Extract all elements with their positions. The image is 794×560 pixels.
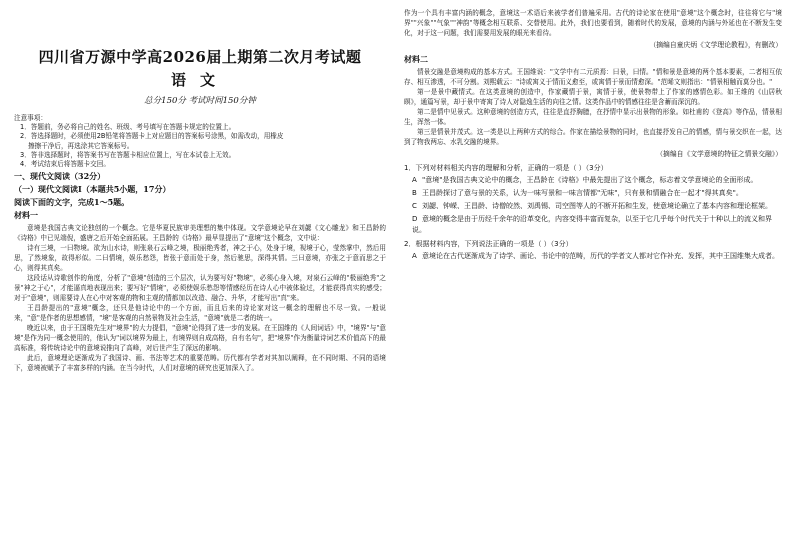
exam-title: 四川省万源中学高2026届上期第二次月考试题	[38, 48, 362, 66]
option-letter: B	[412, 189, 417, 197]
material-label: 材料二	[404, 54, 428, 64]
passage-paragraph: 晚近以来，由于王国维先生对"境界"的大力提倡，"意境"论得到了进一步的发展。在王国维的《人间词话》中，"境界"与"意境"是作为同一概念使用的，他认为"词以境界为最上，有境界则自成高格，自有名句"，把"境界"作为衡量诗词艺术价值高下的最高标准，将传统诗论中的意境说推向了高峰，对后世产生了深远的影响。	[14, 324, 386, 353]
source-citation: （摘编自童庆炳《文学理论教程》，有删改）	[649, 41, 782, 49]
note-item: 1．答题前，务必将自己的姓名、班级、考号填写在答题卡规定的位置上。	[20, 123, 236, 132]
answer-option	[412, 188, 782, 199]
passage-paragraph: 第一是景中藏情式。在这类意境的创造中，作家藏情于景，寓情于景，使景物带上了作家的感情色彩。如王维的《山居秋暝》，通篇写景，却于景中寄寓了诗人对隐逸生活的向往之情。这类作品中的情感往往是含蓄而深沉的。	[404, 88, 782, 106]
right-column	[404, 8, 782, 554]
option-letter: A	[412, 252, 417, 260]
option-text: 意境论在古代逐渐成为了诗学、画论、书论中的范畴，历代的学者文人都对它作补充、发挥，其中王国维集大成者。	[422, 252, 779, 260]
subject-title: 语文	[170, 71, 229, 89]
left-column	[14, 8, 386, 554]
passage-paragraph: 王昌龄提出的"意境"概念，还只是他诗论中的一个方面，而且后来的诗论家对这一概念的理解也不尽一致。一般说来，"意"是作者的思想感情，"境"是客观的自然景物及社会生活，"意境"就是二者的统一。	[14, 304, 386, 323]
passage-paragraph: 意境是我国古典文论独创的一个概念。它是华夏民族审美理想的集中体现。文学意境论早在刘勰《文心雕龙》和王昌龄的《诗格》中已见端倪，盛唐之后开始全面拓展。王昌龄的《诗格》最早显提出了"意境"这个概念，文中说：	[14, 224, 386, 243]
option-letter: C	[412, 202, 417, 210]
passage-paragraph: 第二是情中见景式。这种意境的创造方式，往往是直抒胸臆，在抒情中显示出景物的形象。如杜甫的《登高》等作品，情景相生，浑然一体。	[404, 108, 782, 126]
option-text: 意境的概念是由于历经千余年的沿革变化，内容变得丰富而复杂，以至于它几乎每个时代关于十种以上的流义和界说。	[412, 215, 772, 234]
note-item: 2．答选择题时，必须使用2B铅笔将答题卡上对应题目的答案标号涂黑，如需改动，用橡皮	[20, 132, 284, 141]
answer-option	[412, 214, 782, 236]
option-letter: D	[412, 215, 418, 223]
question-stem: 1．下列对材料相关内容的理解和分析，正确的一项是（ ）（3分）	[404, 164, 608, 172]
reading-instruction: 阅读下面的文字，完成1～5题。	[14, 197, 130, 208]
answer-option	[412, 201, 782, 212]
material-label: 材料一	[14, 210, 38, 221]
section-title: 一、现代文阅读（32分）	[14, 171, 106, 182]
option-text: 刘勰、钟嵘、王昌龄、诗僧皎然、刘禹锡、司空图等人的不断开拓和生发，使意境论确立了基本内容和理论框架。	[422, 202, 772, 210]
score-info: 总分150分 考试时间150分钟	[144, 96, 256, 106]
passage-paragraph: 情景交融是意境构成的基本方式。王国维说："文学中有二元质焉：曰景，曰情。"情和景是意境的两个基本要素，二者相互依存、相互渗透，不可分割。刘熙载云："诗或寓义于情而义愈至，或寓情于景而情愈深。"范晞文则指出："情景相触而莫分也。"	[404, 68, 782, 86]
answer-option	[412, 251, 782, 262]
note-item: 擦擦干净后，再选涂其它答案标号。	[28, 141, 134, 150]
subsection-title: （一）现代文阅读Ⅰ（本题共5小题，17分）	[14, 184, 171, 195]
notes-heading: 注意事项：	[14, 114, 47, 122]
question-stem: 2．根据材料内容，下列说法正确的一项是（ ）（3分）	[404, 240, 573, 248]
note-item: 3．答非选择题时，将答案书写在答题卡相应位置上，写在本试卷上无效。	[20, 150, 236, 159]
passage-paragraph: 作为一个具有丰富内涵的概念，意境这一术语后来被学者们普遍采用。古代的诗论家在使用"意境"这个概念时，往往将它与"境界""兴象""气象""神韵"等概念相互联系、交替使用。此外，我们也要看到，随着时代的发展，意境的内涵与外延也在不断发生变化，对于这一问题，我们需要用发展的眼光来看待。	[404, 9, 782, 37]
answer-option	[412, 175, 782, 186]
option-letter: A	[412, 176, 417, 184]
passage-paragraph: 此后，意境理论逐渐成为了我国诗、画、书法等艺术的重要范畴。历代都有学者对其加以阐释，在不同时期、不同的语境下，意境被赋予了丰富多样的内涵。在当今时代，人们对意境的研究也更加深入了。	[14, 354, 386, 373]
option-text: "意境"是我国古典文论中的概念，王昌龄在《诗格》中最先提出了这个概念，标志着文学意境论的全面形成。	[422, 176, 758, 184]
passage-paragraph: 诗有三境，一曰物境。欲为山水诗，则张泉石云峰之境，极丽绝秀者，神之于心，处身于境，视境于心，莹然掌中，然后用思，了然境象，故得形似。二曰情境，娱乐愁怨，皆张于意而处于身，然后驰思，深得其情。三曰意境，亦张之于意而思之于心，则得其真矣。	[14, 244, 386, 273]
source-citation: （摘编自《文学意境的特征之情景交融》）	[656, 150, 782, 158]
passage-paragraph: 第三是情景并茂式。这一类是以上两种方式的综合。作家在描绘景物的同时，也直接抒发自己的情感，情与景交织在一起，达到了物我两忘、水乳交融的境界。	[404, 128, 782, 146]
passage-paragraph: 这段话从诗歌创作的角度，分析了"意境"创造的三个层次，认为要写好"物境"，必须心身入境，对泉石云峰的"极丽绝秀"之景"神之于心"，才能逼真地表现出来；要写好"情境"，必须使娱乐愁怨等情感经历在诗人心中被体验过，才能获得真实的感受；对于"意境"，则需要诗人在心中对客观的物和主观的情都加以改造、融合、升华，才能写出"真"来。	[14, 274, 386, 303]
option-text: 王昌龄探讨了意与景的关系，认为一味写景和一味言情都"无味"，只有景和情融合在一起才"得其真矣"。	[422, 189, 743, 197]
note-item: 4．考试结束后将答题卡交回。	[20, 160, 110, 169]
